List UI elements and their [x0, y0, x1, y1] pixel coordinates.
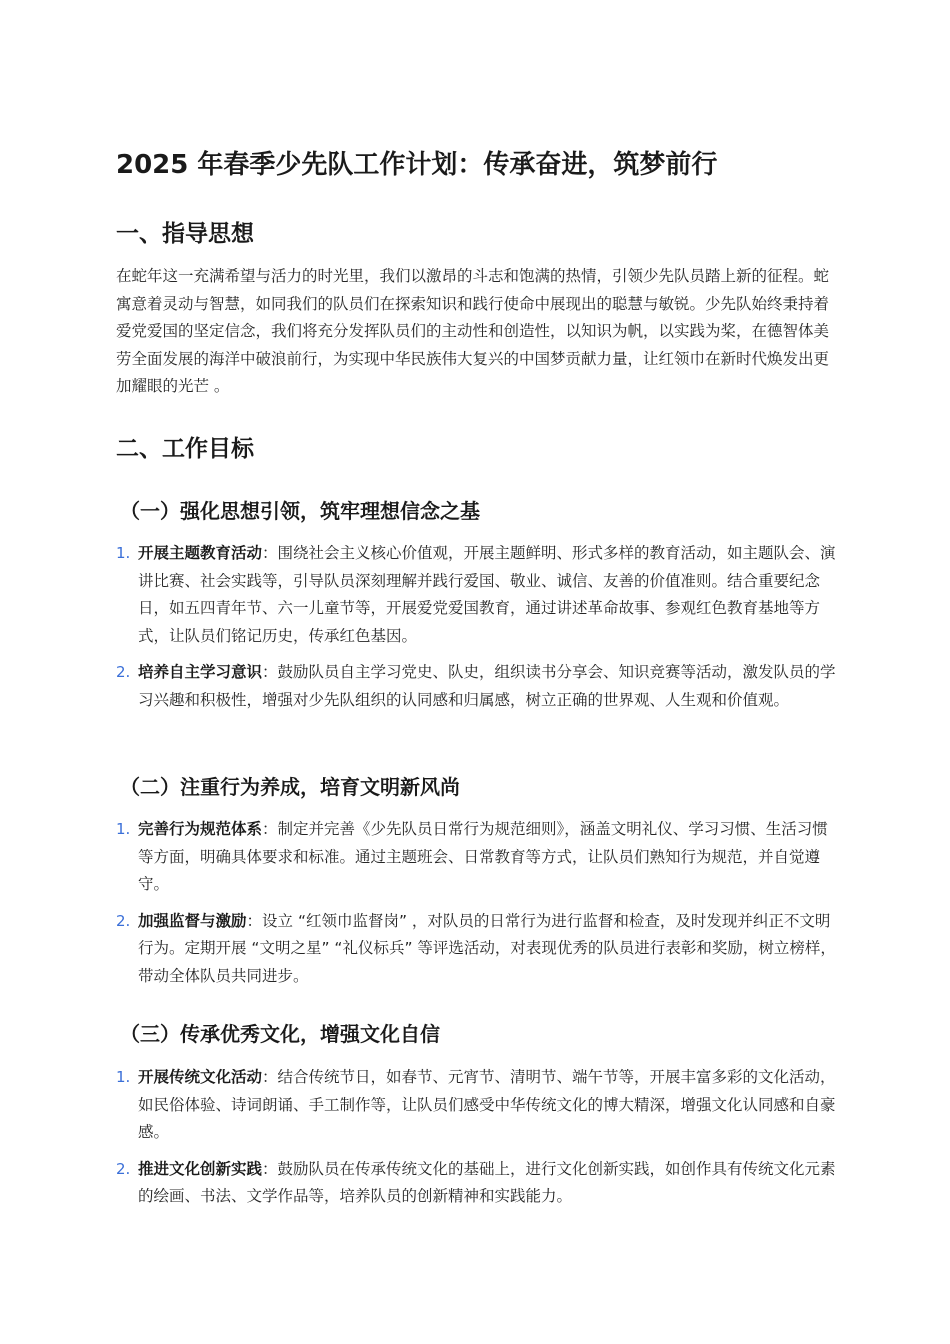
- page-title: 2025 年春季少先队工作计划：传承奋进，筑梦前行: [116, 150, 718, 180]
- list-number: 2.: [116, 911, 131, 930]
- list-number: 1.: [116, 1068, 131, 1086]
- subsection-heading-behavior-habits: （二）注重行为养成，培育文明新风尚: [120, 775, 460, 799]
- list-number: 2.: [116, 663, 131, 682]
- list-item-term: 完善行为规范体系: [138, 820, 263, 838]
- list-item-term: 培养自主学习意识: [138, 663, 263, 682]
- subsection-heading-ideological-guidance: （一）强化思想引领，筑牢理想信念之基: [120, 499, 480, 523]
- list-item-term: 开展传统文化活动: [138, 1068, 263, 1086]
- list-item: [116, 1064, 838, 1147]
- list-number: 1.: [116, 544, 131, 562]
- list-item: [116, 816, 838, 899]
- list-number: 2.: [116, 1159, 131, 1178]
- guiding-ideology-paragraph: 在蛇年这一充满希望与活力的时光里，我们以激昂的斗志和饱满的热情，引领少先队员踏上新的征程。蛇寓意着灵动与智慧，如同我们的队员们在探索知识和践行使命中展现出的聪慧与敏锐。少先队始终秉持着爱党爱国的坚定信念，我们将充分发挥队员们的主动性和创造性，以知识为帆，以实践为桨，在德智体美劳全面发展的海洋中破浪前行，为实现中华民族伟大复兴的中国梦贡献力量，让红领巾在新时代焕发出更加耀眼的光芒 。: [116, 267, 830, 396]
- list-item-text: ：制定并完善《少先队员日常行为规范细则》，涵盖文明礼仪、学习习惯、生活习惯等方面，明确具体要求和标准。通过主题班会、日常教育等方式，让队员们熟知行为规范，并自觉遵守。: [138, 820, 828, 894]
- section-heading-guiding-ideology: 一、指导思想: [116, 221, 254, 247]
- subsection-heading-traditional-culture: （三）传承优秀文化，增强文化自信: [120, 1022, 440, 1046]
- traditional-culture-list: [116, 1064, 838, 1220]
- section-heading-work-goals: 二、工作目标: [116, 436, 254, 462]
- list-item-text: ：设立 “红领巾监督岗” ，对队员的日常行为进行监督和检查，及时发现并纠正不文明行为。定期开展 “文明之星” “礼仪标兵” 等评选活动，对表现优秀的队员进行表彰和奖励，树立榜样，带动全体队员共同进步。: [138, 911, 836, 985]
- list-item-term: 加强监督与激励: [138, 911, 247, 930]
- list-item-term: 推进文化创新实践: [138, 1159, 263, 1178]
- ideological-guidance-list: [116, 540, 838, 724]
- list-item: [116, 540, 838, 650]
- list-item-text: ：围绕社会主义核心价值观，开展主题鲜明、形式多样的教育活动，如主题队会、演讲比赛、社会实践等，引导队员深刻理解并践行爱国、敬业、诚信、友善的价值准则。结合重要纪念日，如五四青年节、六一儿童节等，开展爱党爱国教育，通过讲述革命故事、参观红色教育基地等方式，让队员们铭记历史，传承红色基因。: [138, 544, 836, 645]
- list-item-text: ：鼓励队员在传承传统文化的基础上，进行文化创新实践，如创作具有传统文化元素的绘画、书法、文学作品等，培养队员的创新精神和实践能力。: [138, 1159, 836, 1206]
- list-item: [116, 1156, 838, 1211]
- list-item-text: ：鼓励队员自主学习党史、队史，组织读书分享会、知识竞赛等活动，激发队员的学习兴趣和积极性，增强对少先队组织的认同感和归属感，树立正确的世界观、人生观和价值观。: [138, 663, 836, 709]
- behavior-habits-list: [116, 816, 838, 1000]
- list-item: [116, 908, 838, 991]
- list-item-text: ：结合传统节日，如春节、元宵节、清明节、端午节等，开展丰富多彩的文化活动，如民俗体验、诗词朗诵、手工制作等，让队员们感受中华传统文化的博大精深，增强文化认同感和自豪感。: [138, 1068, 836, 1142]
- list-item: [116, 659, 838, 714]
- list-number: 1.: [116, 820, 131, 838]
- list-item-term: 开展主题教育活动: [138, 544, 263, 562]
